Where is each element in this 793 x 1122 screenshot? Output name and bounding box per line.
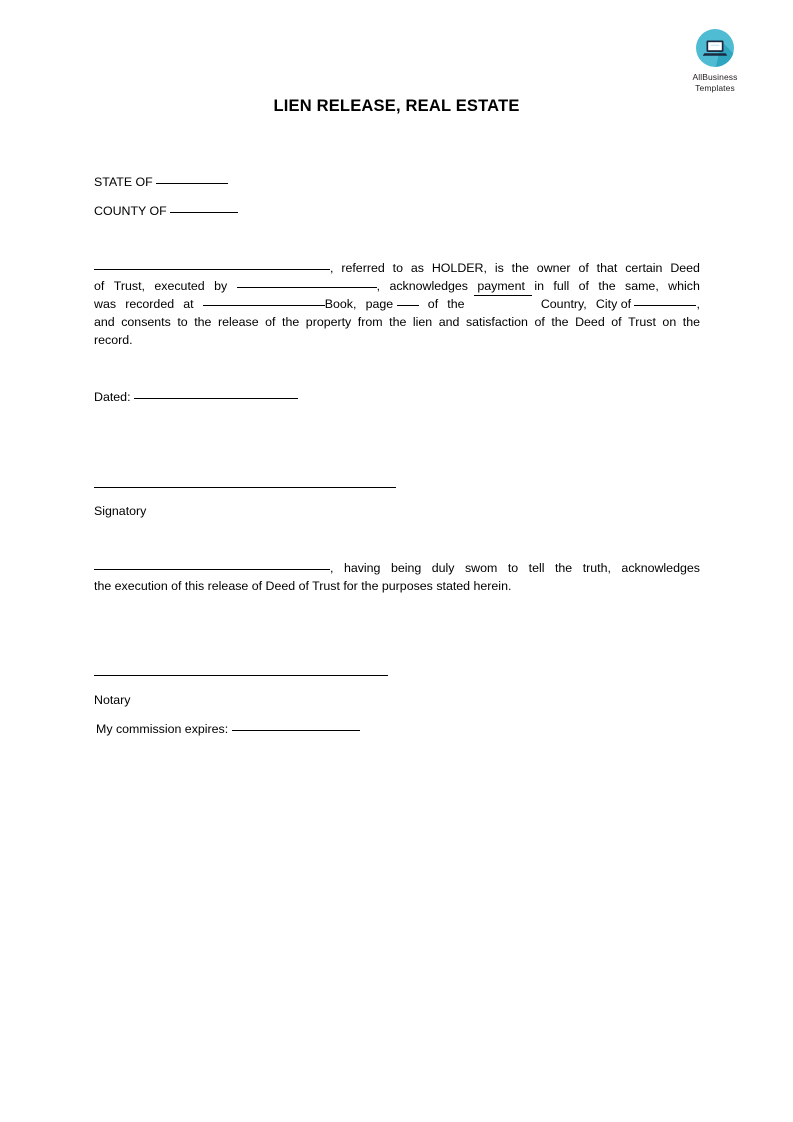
word: that [596, 261, 618, 275]
word: the [554, 561, 573, 575]
country-blank[interactable] [474, 295, 532, 296]
word: the [282, 315, 300, 329]
word: to [507, 561, 519, 575]
page-group [366, 295, 419, 313]
notary-label: Notary [94, 693, 131, 707]
word: owner [536, 261, 571, 275]
affiant-comma: , [330, 561, 334, 575]
commission-expires-blank[interactable] [232, 730, 360, 731]
paragraph-notary-text: the execution of this release of Deed of Trust for the purposes stated herein. [94, 579, 512, 593]
book-blank-group [203, 295, 357, 313]
book-blank[interactable] [203, 305, 325, 306]
word: Trust [628, 315, 656, 329]
word: to [392, 261, 403, 275]
executor-blank-group [237, 277, 380, 295]
word: consents [121, 315, 171, 329]
word: of [265, 315, 276, 329]
word: recorded [125, 297, 175, 311]
word: the [598, 279, 616, 293]
affiant-name-blank[interactable] [94, 569, 330, 570]
word: tell [528, 561, 545, 575]
word: of [578, 261, 589, 275]
signatory-signature-line[interactable] [94, 487, 396, 488]
word: on [662, 315, 677, 329]
word: property [305, 315, 352, 329]
word: in [534, 279, 544, 293]
word: full [553, 279, 570, 293]
word: having [343, 561, 381, 575]
executor-blank[interactable] [237, 287, 377, 288]
commission-expires-label: My commission expires: [96, 722, 229, 736]
executor-comma: , [376, 279, 381, 293]
country-label: Country, [540, 297, 587, 311]
word: the [447, 297, 465, 311]
word: and [438, 315, 460, 329]
commission-expires-field [96, 720, 360, 738]
brand-name [676, 72, 754, 93]
holder-comma: , [330, 261, 334, 275]
affiant-blank-group [94, 559, 333, 577]
word: of [427, 297, 439, 311]
page-title: LIEN RELEASE, REAL ESTATE [273, 97, 520, 115]
city-group: City of , [595, 297, 700, 311]
county-of-label: COUNTY OF [94, 204, 167, 218]
word: lien [412, 315, 433, 329]
paragraph-release-line-3 [94, 295, 700, 313]
word: of [534, 315, 545, 329]
county-of-blank[interactable] [170, 212, 238, 213]
city-blank[interactable] [634, 305, 696, 306]
laptop-icon [693, 26, 737, 70]
notary-signature-line[interactable] [94, 675, 388, 676]
paragraph-release-line-2 [94, 277, 700, 295]
word: acknowledges [621, 561, 700, 575]
word: release [217, 315, 259, 329]
word: and [94, 315, 115, 329]
city-comma: , [696, 297, 700, 311]
book-label: Book, [324, 297, 357, 311]
paragraph-release-line-5 [94, 331, 700, 349]
word: of [611, 315, 622, 329]
brand-name-line2: Templates [695, 82, 735, 93]
word: swom [464, 561, 498, 575]
word: the [194, 315, 212, 329]
paragraph-notary-line-2 [94, 577, 700, 595]
word: Deed [670, 261, 700, 275]
word: the [551, 315, 569, 329]
county-of-field [94, 202, 238, 220]
word: the [389, 315, 407, 329]
dated-field [94, 388, 298, 406]
word: same, [625, 279, 659, 293]
paragraph-notary-line-1 [94, 559, 700, 577]
page-blank[interactable] [397, 305, 419, 306]
word: which [668, 279, 700, 293]
paragraph-release-line-1 [94, 259, 700, 277]
word: HOLDER, [431, 261, 487, 275]
page-label: page [365, 297, 394, 311]
word: duly [431, 561, 455, 575]
word: truth, [582, 561, 611, 575]
word: is [494, 261, 504, 275]
word: acknowledges [389, 279, 468, 293]
paragraph-release [94, 259, 700, 349]
word: by [214, 279, 228, 293]
word: the [682, 315, 700, 329]
holder-name-blank[interactable] [94, 269, 330, 270]
word: was [94, 297, 117, 311]
word: at [183, 297, 194, 311]
word: from [357, 315, 383, 329]
holder-name-blank-group [94, 259, 333, 277]
word: certain [625, 261, 663, 275]
word: Deed [575, 315, 605, 329]
paragraph-release-last-word: record. [94, 333, 133, 347]
word: executed [154, 279, 205, 293]
paragraph-release-line-4 [94, 313, 700, 331]
word: of [578, 279, 589, 293]
paragraph-notary [94, 559, 700, 595]
state-of-field [94, 173, 228, 191]
state-of-blank[interactable] [156, 183, 228, 184]
word: the [511, 261, 529, 275]
word: referred [341, 261, 385, 275]
word: payment [477, 279, 525, 293]
word: as [410, 261, 424, 275]
signatory-label: Signatory [94, 504, 147, 518]
word: of [94, 279, 105, 293]
word: satisfaction [465, 315, 528, 329]
state-of-label: STATE OF [94, 175, 153, 189]
word: to [177, 315, 188, 329]
dated-blank[interactable] [134, 398, 298, 399]
word: being [390, 561, 422, 575]
dated-label: Dated: [94, 390, 131, 404]
brand-logo [676, 26, 754, 93]
brand-name-line1: AllBusiness [692, 72, 738, 82]
word: Trust, [113, 279, 145, 293]
